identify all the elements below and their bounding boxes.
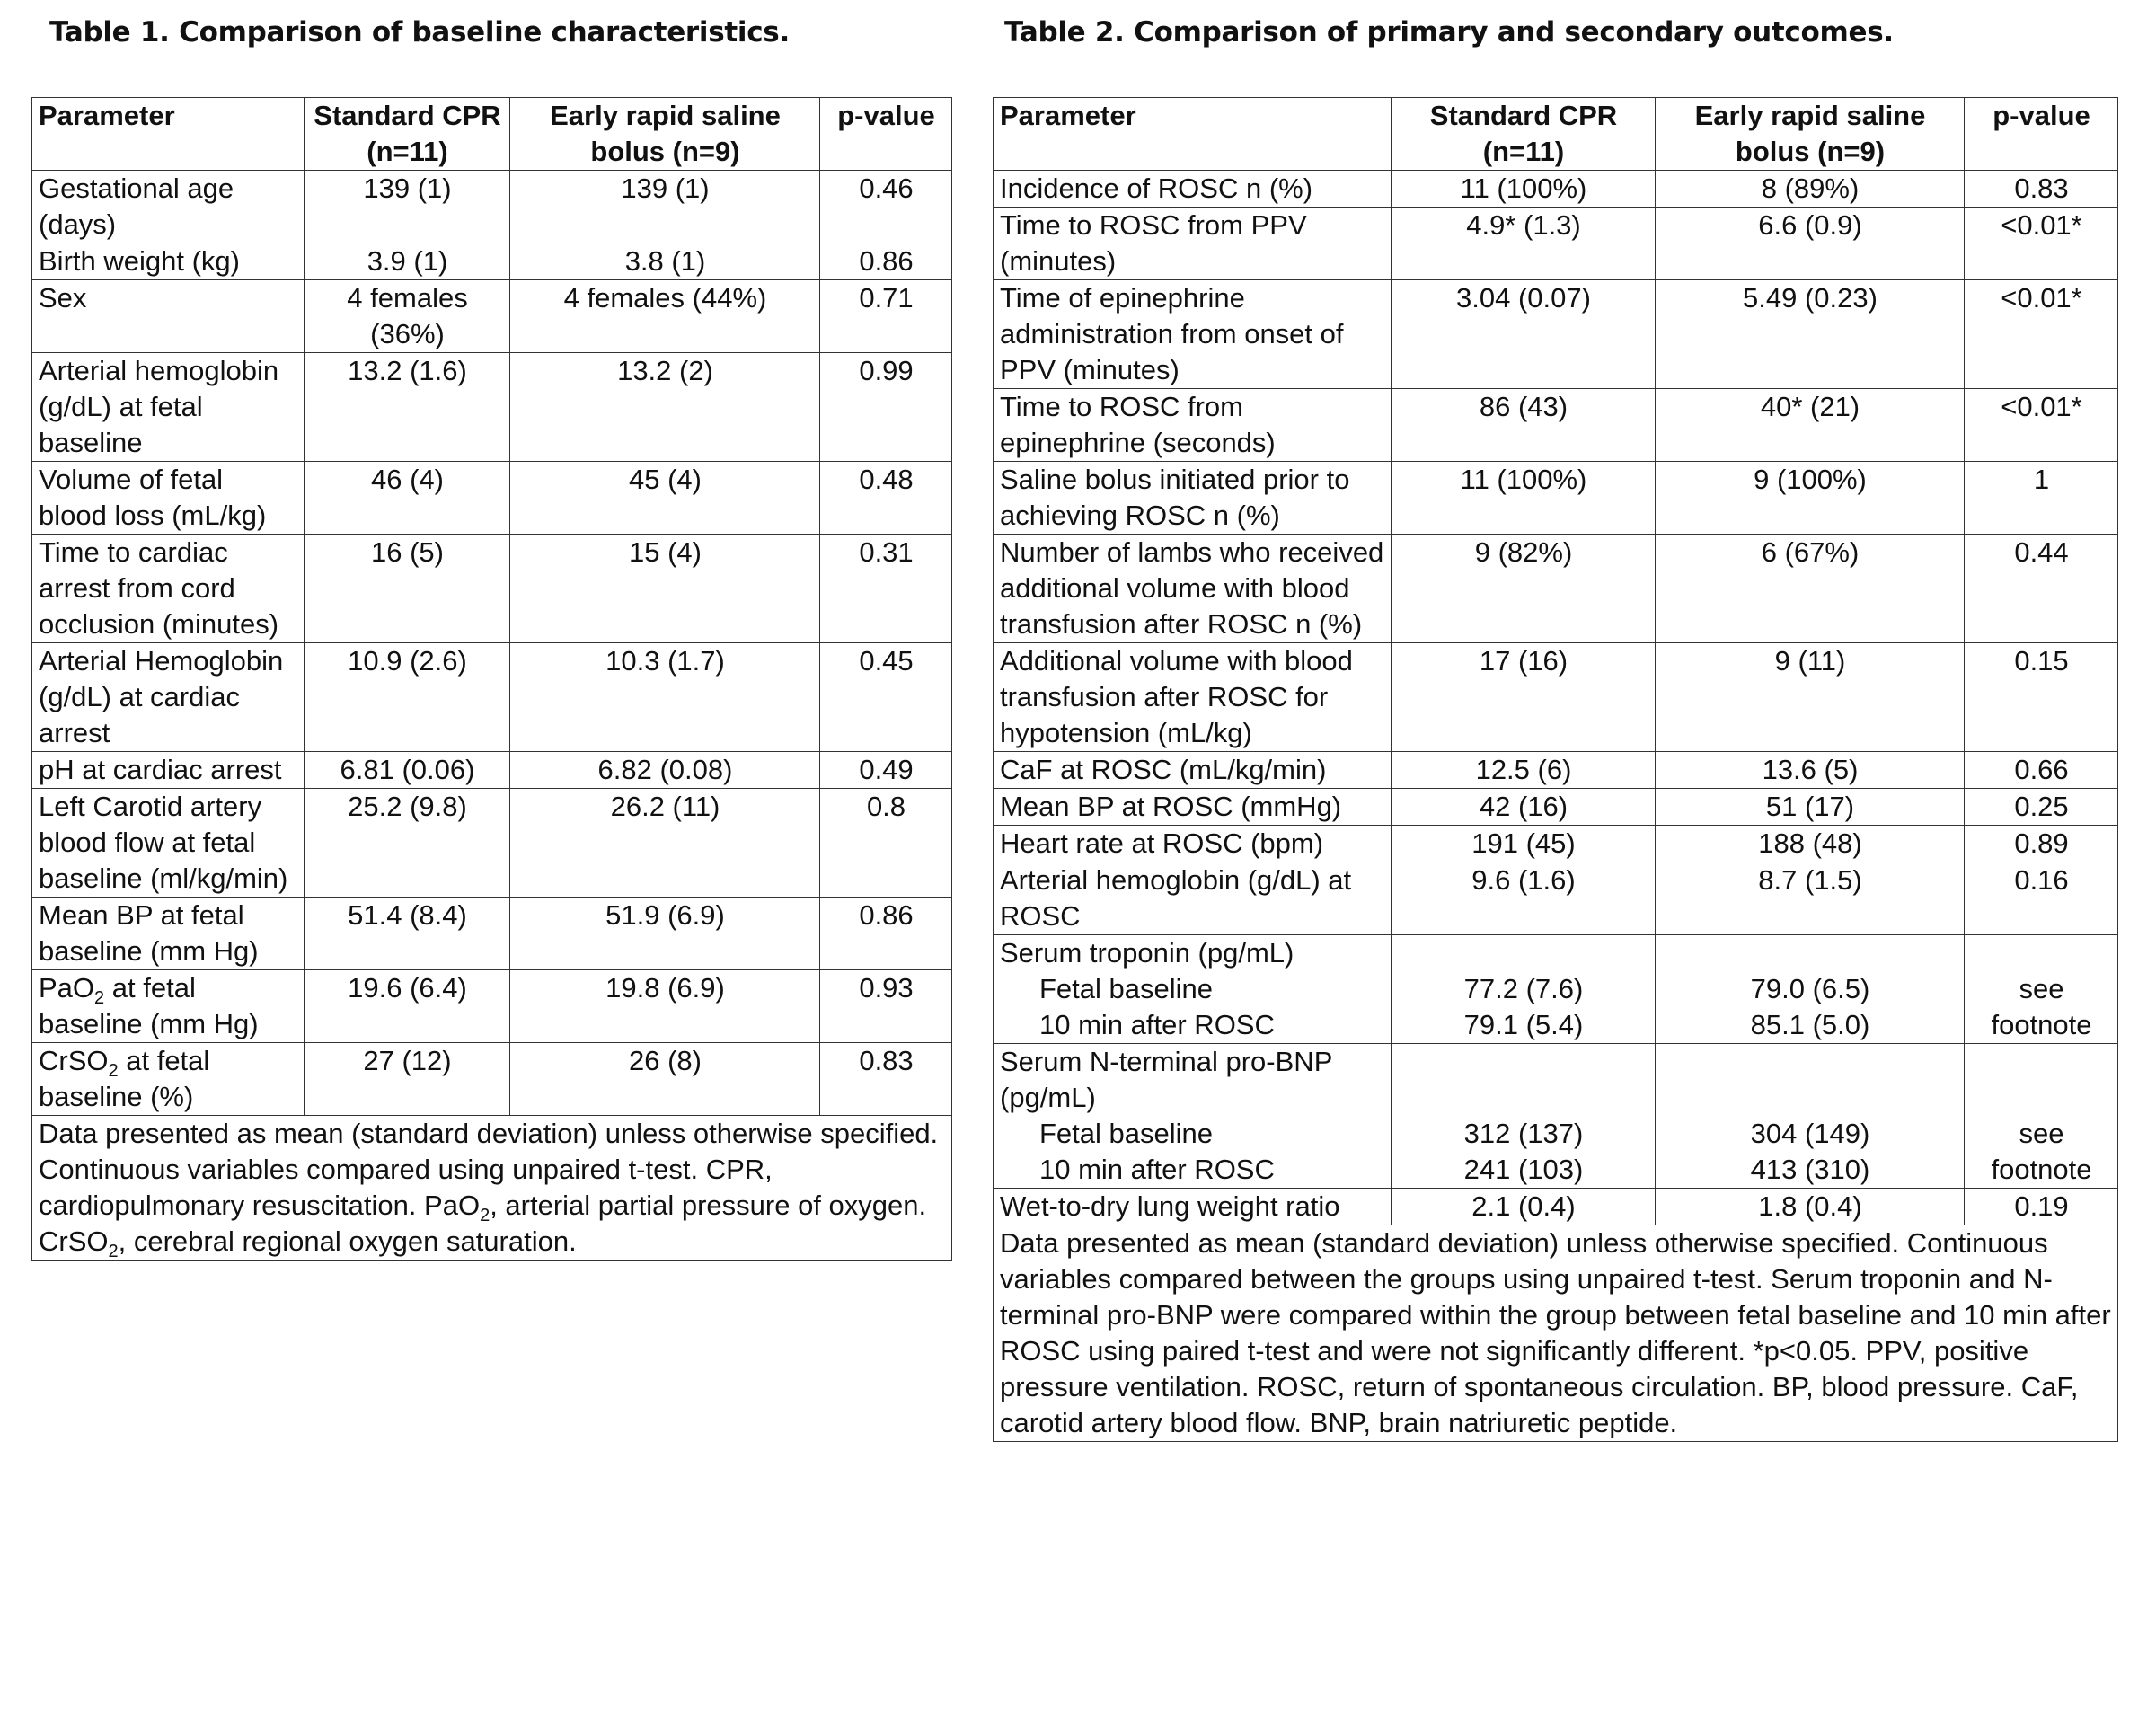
row-parameter: Time to ROSC from PPV (minutes) [994, 208, 1392, 280]
subscript: 2 [94, 988, 105, 1009]
row-parameter: Arterial hemoglobin (g/dL) at fetal baseline [32, 353, 305, 462]
table-row [994, 862, 2118, 935]
spacer [1398, 1044, 1649, 1080]
row-p-value: 0.89 [1965, 826, 2118, 862]
row-p-value: 0.86 [820, 243, 952, 280]
row-early-bolus-value: 8 (89%) [1656, 171, 1965, 208]
table1-header-parameter: Parameter [32, 98, 305, 171]
spacer [1662, 1080, 1958, 1116]
row-early-bolus-value: 188 (48) [1656, 826, 1965, 862]
row-parameter: Additional volume with blood transfusion after ROSC for hypotension (mL/kg) [994, 643, 1392, 752]
table-row [32, 280, 952, 353]
bnp-p-line2: footnote [1991, 1154, 2092, 1185]
table-row [994, 171, 2118, 208]
row-parameter [994, 935, 1392, 1044]
table-row [994, 643, 2118, 752]
row-p-value: <0.01* [1965, 208, 2118, 280]
param-text: at fetal baseline (mm Hg) [39, 972, 259, 1039]
bnp-early-baseline: 304 (149) [1750, 1118, 1870, 1149]
row-standard-cpr-value: 191 (45) [1392, 826, 1656, 862]
row-standard-cpr-value: 6.81 (0.06) [305, 752, 510, 789]
row-p-value: 0.31 [820, 535, 952, 643]
row-early-bolus-value [1656, 935, 1965, 1044]
row-p-value: <0.01* [1965, 389, 2118, 462]
row-p-value: 0.16 [1965, 862, 2118, 935]
row-early-bolus-value: 26.2 (11) [510, 789, 820, 898]
row-p-value: 0.49 [820, 752, 952, 789]
row-parameter: Saline bolus initiated prior to achieving ROSC n (%) [994, 462, 1392, 535]
row-standard-cpr-value: 13.2 (1.6) [305, 353, 510, 462]
row-parameter: Left Carotid artery blood flow at fetal baseline (ml/kg/min) [32, 789, 305, 898]
table2-header-parameter: Parameter [994, 98, 1392, 171]
row-early-bolus-value: 6.6 (0.9) [1656, 208, 1965, 280]
table-row [994, 280, 2118, 389]
row-parameter: Gestational age (days) [32, 171, 305, 243]
spacer [1398, 1080, 1649, 1116]
row-standard-cpr-value: 4.9* (1.3) [1392, 208, 1656, 280]
row-early-bolus-value: 8.7 (1.5) [1656, 862, 1965, 935]
row-parameter: Arterial Hemoglobin (g/dL) at cardiac arrest [32, 643, 305, 752]
table-row [32, 752, 952, 789]
table-row [32, 898, 952, 970]
row-standard-cpr-value: 17 (16) [1392, 643, 1656, 752]
row-parameter [994, 1044, 1392, 1189]
bnp-sub-10min-after-rosc: 10 min after ROSC [1039, 1154, 1275, 1185]
row-early-bolus-value: 9 (11) [1656, 643, 1965, 752]
table-row [994, 826, 2118, 862]
row-parameter: Incidence of ROSC n (%) [994, 171, 1392, 208]
table-row [32, 535, 952, 643]
troponin-std-after: 79.1 (5.4) [1463, 1009, 1584, 1040]
table-row [994, 789, 2118, 826]
row-p-value: 0.83 [1965, 171, 2118, 208]
table2-header-row [994, 98, 2118, 171]
table1-footnote [32, 1116, 952, 1261]
bnp-early-after: 413 (310) [1750, 1154, 1870, 1185]
row-parameter: Heart rate at ROSC (bpm) [994, 826, 1392, 862]
row-p-value: 0.48 [820, 462, 952, 535]
row-parameter [32, 1043, 305, 1116]
bnp-label: Serum N-terminal pro-BNP (pg/mL) [1000, 1046, 1332, 1113]
table1-footnote-row [32, 1116, 952, 1261]
table2-header-p-value: p-value [1965, 98, 2118, 171]
row-p-value: 0.15 [1965, 643, 2118, 752]
row-standard-cpr-value: 27 (12) [305, 1043, 510, 1116]
row-parameter: Number of lambs who received additional volume with blood transfusion after ROSC n (%) [994, 535, 1392, 643]
row-standard-cpr-value: 86 (43) [1392, 389, 1656, 462]
row-standard-cpr-value: 4 females (36%) [305, 280, 510, 353]
row-parameter: Mean BP at ROSC (mmHg) [994, 789, 1392, 826]
table1-header-standard-cpr: Standard CPR (n=11) [305, 98, 510, 171]
row-early-bolus-value: 3.8 (1) [510, 243, 820, 280]
table-row [32, 970, 952, 1043]
row-early-bolus-value: 6 (67%) [1656, 535, 1965, 643]
table-row [994, 462, 2118, 535]
troponin-row [994, 935, 2118, 1044]
table-row [994, 389, 2118, 462]
bnp-row [994, 1044, 2118, 1189]
row-standard-cpr-value: 9.6 (1.6) [1392, 862, 1656, 935]
param-text: PaO [39, 972, 95, 1004]
row-early-bolus-value: 4 females (44%) [510, 280, 820, 353]
row-standard-cpr-value: 9 (82%) [1392, 535, 1656, 643]
row-p-value: 0.86 [820, 898, 952, 970]
row-parameter: CaF at ROSC (mL/kg/min) [994, 752, 1392, 789]
table-row [32, 353, 952, 462]
footnote-text: , cerebral regional oxygen saturation. [118, 1225, 577, 1257]
table-row [32, 462, 952, 535]
table-row [32, 243, 952, 280]
row-p-value: 1 [1965, 462, 2118, 535]
row-p-value: 0.71 [820, 280, 952, 353]
troponin-early-baseline: 79.0 (6.5) [1750, 973, 1870, 1004]
baseline-characteristics-table [31, 97, 952, 1261]
troponin-label: Serum troponin (pg/mL) [1000, 937, 1294, 969]
row-early-bolus-value: 9 (100%) [1656, 462, 1965, 535]
table-row [32, 643, 952, 752]
row-early-bolus-value: 6.82 (0.08) [510, 752, 820, 789]
row-p-value: 0.45 [820, 643, 952, 752]
row-p-value [1965, 1044, 2118, 1189]
row-standard-cpr-value: 42 (16) [1392, 789, 1656, 826]
table1-header-row [32, 98, 952, 171]
subscript: 2 [108, 1242, 119, 1262]
row-p-value [1965, 935, 2118, 1044]
row-p-value: <0.01* [1965, 280, 2118, 389]
table2-footnote: Data presented as mean (standard deviation) unless otherwise specified. Continuous variables compared between the groups using unpaired t-test. Serum troponin and N-terminal pro-BNP were compared within the group between fetal baseline and 10 min after ROSC using paired t-test and were not significantly different. *p<0.05. PPV, positive pressure ventilation. ROSC, return of spontaneous circulation. BP, blood pressure. CaF, carotid artery blood flow. BNP, brain natriuretic peptide. [994, 1225, 2118, 1442]
row-early-bolus-value: 51.9 (6.9) [510, 898, 820, 970]
bnp-std-baseline: 312 (137) [1463, 1118, 1584, 1149]
row-standard-cpr-value: 10.9 (2.6) [305, 643, 510, 752]
row-standard-cpr-value: 51.4 (8.4) [305, 898, 510, 970]
param-text: at fetal baseline (%) [39, 1045, 210, 1112]
table2-header-standard-cpr: Standard CPR (n=11) [1392, 98, 1656, 171]
table-row [994, 1189, 2118, 1225]
row-parameter [32, 970, 305, 1043]
row-p-value: 0.46 [820, 171, 952, 243]
row-parameter: pH at cardiac arrest [32, 752, 305, 789]
row-standard-cpr-value: 11 (100%) [1392, 171, 1656, 208]
row-standard-cpr-value: 25.2 (9.8) [305, 789, 510, 898]
row-standard-cpr-value [1392, 935, 1656, 1044]
troponin-sub-fetal-baseline: Fetal baseline [1039, 973, 1214, 1004]
row-p-value: 0.93 [820, 970, 952, 1043]
table2-footnote-row [994, 1225, 2118, 1442]
row-parameter: Arterial hemoglobin (g/dL) at ROSC [994, 862, 1392, 935]
table2-title: Table 2. Comparison of primary and secondary outcomes. [1004, 16, 1894, 49]
row-parameter: Time of epinephrine administration from onset of PPV (minutes) [994, 280, 1392, 389]
row-standard-cpr-value: 11 (100%) [1392, 462, 1656, 535]
row-standard-cpr-value: 3.04 (0.07) [1392, 280, 1656, 389]
row-p-value: 0.83 [820, 1043, 952, 1116]
spacer [1971, 1044, 2112, 1080]
table-row [994, 535, 2118, 643]
row-parameter: Birth weight (kg) [32, 243, 305, 280]
troponin-p-line1: see [2019, 973, 2064, 1004]
row-early-bolus-value: 15 (4) [510, 535, 820, 643]
row-early-bolus-value: 40* (21) [1656, 389, 1965, 462]
row-early-bolus-value [1656, 1044, 1965, 1189]
row-p-value: 0.99 [820, 353, 952, 462]
row-early-bolus-value: 10.3 (1.7) [510, 643, 820, 752]
row-early-bolus-value: 26 (8) [510, 1043, 820, 1116]
troponin-early-after: 85.1 (5.0) [1750, 1009, 1870, 1040]
row-p-value: 0.44 [1965, 535, 2118, 643]
spacer [1662, 1044, 1958, 1080]
table1-header-p-value: p-value [820, 98, 952, 171]
troponin-p-line2: footnote [1991, 1009, 2092, 1040]
troponin-std-baseline: 77.2 (7.6) [1463, 973, 1584, 1004]
row-p-value: 0.8 [820, 789, 952, 898]
row-parameter: Mean BP at fetal baseline (mm Hg) [32, 898, 305, 970]
outcomes-table [993, 97, 2118, 1442]
row-early-bolus-value: 19.8 (6.9) [510, 970, 820, 1043]
bnp-sub-fetal-baseline: Fetal baseline [1039, 1118, 1214, 1149]
row-p-value: 0.25 [1965, 789, 2118, 826]
footnote-text: Data presented as mean (standard deviation) unless otherwise specified. Continuous variables compared using unpaired t-test. CPR, cardiopulmonary resuscitation. PaO [39, 1118, 939, 1221]
row-standard-cpr-value: 12.5 (6) [1392, 752, 1656, 789]
table-row [32, 171, 952, 243]
spacer [1971, 1080, 2112, 1116]
param-text: CrSO [39, 1045, 109, 1076]
row-parameter: Volume of fetal blood loss (mL/kg) [32, 462, 305, 535]
row-early-bolus-value: 13.2 (2) [510, 353, 820, 462]
row-early-bolus-value: 13.6 (5) [1656, 752, 1965, 789]
table-row [32, 789, 952, 898]
bnp-std-after: 241 (103) [1463, 1154, 1584, 1185]
table-row [994, 208, 2118, 280]
bnp-p-line1: see [2019, 1118, 2064, 1149]
row-standard-cpr-value: 46 (4) [305, 462, 510, 535]
row-parameter: Wet-to-dry lung weight ratio [994, 1189, 1392, 1225]
row-early-bolus-value: 51 (17) [1656, 789, 1965, 826]
row-standard-cpr-value: 139 (1) [305, 171, 510, 243]
spacer [1662, 935, 1958, 971]
table-row [994, 752, 2118, 789]
row-early-bolus-value: 139 (1) [510, 171, 820, 243]
row-standard-cpr-value [1392, 1044, 1656, 1189]
troponin-sub-10min-after-rosc: 10 min after ROSC [1039, 1009, 1275, 1040]
row-p-value: 0.66 [1965, 752, 2118, 789]
table1-title: Table 1. Comparison of baseline characteristics. [49, 16, 790, 49]
row-parameter: Time to cardiac arrest from cord occlusion (minutes) [32, 535, 305, 643]
row-standard-cpr-value: 3.9 (1) [305, 243, 510, 280]
footnote-text: , arterial partial pressure of oxygen. CrSO [39, 1190, 927, 1257]
table1-header-early-bolus: Early rapid saline bolus (n=9) [510, 98, 820, 171]
row-early-bolus-value: 45 (4) [510, 462, 820, 535]
row-standard-cpr-value: 16 (5) [305, 535, 510, 643]
table2-header-early-bolus: Early rapid saline bolus (n=9) [1656, 98, 1965, 171]
row-standard-cpr-value: 2.1 (0.4) [1392, 1189, 1656, 1225]
subscript: 2 [108, 1061, 119, 1082]
row-parameter: Time to ROSC from epinephrine (seconds) [994, 389, 1392, 462]
spacer [1971, 935, 2112, 971]
spacer [1398, 935, 1649, 971]
row-p-value: 0.19 [1965, 1189, 2118, 1225]
table-row [32, 1043, 952, 1116]
row-early-bolus-value: 5.49 (0.23) [1656, 280, 1965, 389]
row-early-bolus-value: 1.8 (0.4) [1656, 1189, 1965, 1225]
row-standard-cpr-value: 19.6 (6.4) [305, 970, 510, 1043]
subscript: 2 [480, 1206, 490, 1226]
row-parameter: Sex [32, 280, 305, 353]
